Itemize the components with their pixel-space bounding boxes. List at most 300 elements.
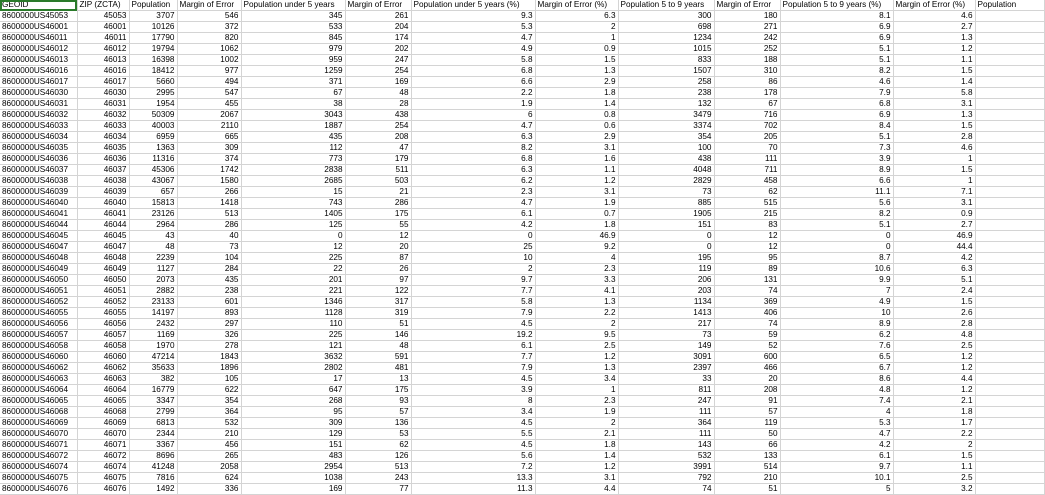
data-cell[interactable]: 1954: [129, 99, 177, 110]
data-cell[interactable]: [975, 429, 1044, 440]
geoid-cell[interactable]: 8600000US46065: [0, 396, 77, 407]
data-cell[interactable]: 1843: [177, 352, 241, 363]
data-cell[interactable]: 1.4: [893, 77, 975, 88]
data-cell[interactable]: 46049: [77, 264, 129, 275]
column-header-cell[interactable]: Population: [129, 0, 177, 11]
data-cell[interactable]: [975, 154, 1044, 165]
data-cell[interactable]: 247: [345, 55, 411, 66]
data-cell[interactable]: 122: [345, 286, 411, 297]
data-cell[interactable]: 46039: [77, 187, 129, 198]
data-cell[interactable]: [975, 77, 1044, 88]
data-cell[interactable]: 5.1: [780, 55, 893, 66]
data-cell[interactable]: 265: [177, 451, 241, 462]
geoid-cell[interactable]: 8600000US46068: [0, 407, 77, 418]
data-cell[interactable]: [975, 132, 1044, 143]
data-cell[interactable]: 242: [714, 33, 780, 44]
data-cell[interactable]: 46033: [77, 121, 129, 132]
data-cell[interactable]: 515: [714, 198, 780, 209]
data-cell[interactable]: 2073: [129, 275, 177, 286]
data-cell[interactable]: 3.1: [535, 473, 618, 484]
data-cell[interactable]: 1.2: [535, 176, 618, 187]
data-cell[interactable]: 46076: [77, 484, 129, 495]
data-cell[interactable]: 1.8: [535, 88, 618, 99]
data-cell[interactable]: 205: [714, 132, 780, 143]
data-cell[interactable]: 2799: [129, 407, 177, 418]
data-cell[interactable]: 247: [618, 396, 714, 407]
data-cell[interactable]: 47214: [129, 352, 177, 363]
data-cell[interactable]: 0.9: [893, 209, 975, 220]
data-cell[interactable]: [975, 440, 1044, 451]
data-cell[interactable]: 6.1: [780, 451, 893, 462]
data-cell[interactable]: 46001: [77, 22, 129, 33]
data-cell[interactable]: 48: [345, 88, 411, 99]
data-cell[interactable]: 7.7: [411, 352, 535, 363]
column-header-cell[interactable]: Margin of Error (%): [893, 0, 975, 11]
data-cell[interactable]: 514: [714, 462, 780, 473]
data-cell[interactable]: 21: [345, 187, 411, 198]
data-cell[interactable]: 2.5: [535, 341, 618, 352]
data-cell[interactable]: 62: [345, 440, 411, 451]
data-cell[interactable]: [975, 341, 1044, 352]
data-cell[interactable]: 33: [618, 374, 714, 385]
data-cell[interactable]: 310: [714, 66, 780, 77]
geoid-cell[interactable]: 8600000US46076: [0, 484, 77, 495]
data-cell[interactable]: 55: [345, 220, 411, 231]
data-cell[interactable]: 73: [618, 330, 714, 341]
data-cell[interactable]: 286: [177, 220, 241, 231]
data-cell[interactable]: 46063: [77, 374, 129, 385]
data-cell[interactable]: 4.6: [893, 11, 975, 22]
data-cell[interactable]: 50: [714, 429, 780, 440]
data-cell[interactable]: 46.9: [893, 231, 975, 242]
data-cell[interactable]: 297: [177, 319, 241, 330]
data-cell[interactable]: 46038: [77, 176, 129, 187]
data-cell[interactable]: 1.2: [535, 352, 618, 363]
data-cell[interactable]: 17790: [129, 33, 177, 44]
data-cell[interactable]: 8.1: [780, 11, 893, 22]
data-cell[interactable]: 46050: [77, 275, 129, 286]
data-cell[interactable]: 600: [714, 352, 780, 363]
data-cell[interactable]: 11.3: [411, 484, 535, 495]
data-cell[interactable]: 7.7: [411, 286, 535, 297]
data-cell[interactable]: 46072: [77, 451, 129, 462]
data-cell[interactable]: [975, 264, 1044, 275]
data-cell[interactable]: 67: [241, 88, 345, 99]
data-cell[interactable]: 48: [129, 242, 177, 253]
data-cell[interactable]: [975, 55, 1044, 66]
data-cell[interactable]: [975, 319, 1044, 330]
selected-header-cell[interactable]: GEOID: [0, 0, 77, 11]
data-cell[interactable]: 5.3: [411, 22, 535, 33]
data-cell[interactable]: 4.5: [411, 418, 535, 429]
geoid-cell[interactable]: 8600000US46057: [0, 330, 77, 341]
data-cell[interactable]: [975, 352, 1044, 363]
data-cell[interactable]: 129: [241, 429, 345, 440]
data-cell[interactable]: 151: [618, 220, 714, 231]
column-header-cell[interactable]: Margin of Error: [177, 0, 241, 11]
data-cell[interactable]: 2.7: [893, 22, 975, 33]
data-cell[interactable]: 95: [241, 407, 345, 418]
geoid-cell[interactable]: 8600000US46031: [0, 99, 77, 110]
data-cell[interactable]: 1.2: [535, 462, 618, 473]
data-cell[interactable]: 221: [241, 286, 345, 297]
geoid-cell[interactable]: 8600000US46055: [0, 308, 77, 319]
data-cell[interactable]: 3.1: [893, 198, 975, 209]
data-cell[interactable]: 121: [241, 341, 345, 352]
data-cell[interactable]: 8.4: [780, 121, 893, 132]
data-cell[interactable]: 7.1: [893, 187, 975, 198]
data-cell[interactable]: 8.9: [780, 319, 893, 330]
data-cell[interactable]: 716: [714, 110, 780, 121]
geoid-cell[interactable]: 8600000US46040: [0, 198, 77, 209]
data-cell[interactable]: 456: [177, 440, 241, 451]
geoid-cell[interactable]: 8600000US46038: [0, 176, 77, 187]
data-cell[interactable]: 3.9: [411, 385, 535, 396]
data-cell[interactable]: 6.5: [780, 352, 893, 363]
geoid-cell[interactable]: 8600000US46034: [0, 132, 77, 143]
data-cell[interactable]: 845: [241, 33, 345, 44]
data-cell[interactable]: 3.2: [893, 484, 975, 495]
data-cell[interactable]: 2.4: [893, 286, 975, 297]
data-cell[interactable]: 10.6: [780, 264, 893, 275]
column-header-cell[interactable]: Population 5 to 9 years: [618, 0, 714, 11]
data-cell[interactable]: 2685: [241, 176, 345, 187]
data-cell[interactable]: 126: [345, 451, 411, 462]
data-cell[interactable]: 8.2: [780, 66, 893, 77]
data-cell[interactable]: 51: [714, 484, 780, 495]
data-cell[interactable]: 1002: [177, 55, 241, 66]
data-cell[interactable]: 4.6: [893, 143, 975, 154]
data-cell[interactable]: 1.9: [535, 407, 618, 418]
data-cell[interactable]: 3.1: [893, 99, 975, 110]
data-cell[interactable]: 1418: [177, 198, 241, 209]
data-cell[interactable]: 1: [893, 154, 975, 165]
data-cell[interactable]: [975, 121, 1044, 132]
data-cell[interactable]: 354: [618, 132, 714, 143]
data-cell[interactable]: 4.1: [535, 286, 618, 297]
data-cell[interactable]: 66: [714, 440, 780, 451]
data-cell[interactable]: [975, 253, 1044, 264]
data-cell[interactable]: 1896: [177, 363, 241, 374]
data-cell[interactable]: 9.7: [780, 462, 893, 473]
data-cell[interactable]: 110: [241, 319, 345, 330]
data-cell[interactable]: 3.4: [535, 374, 618, 385]
data-cell[interactable]: 959: [241, 55, 345, 66]
data-cell[interactable]: 43067: [129, 176, 177, 187]
data-cell[interactable]: 1.9: [411, 99, 535, 110]
data-cell[interactable]: 1.2: [893, 385, 975, 396]
data-cell[interactable]: 1.1: [893, 55, 975, 66]
column-header-cell[interactable]: Margin of Error: [714, 0, 780, 11]
data-cell[interactable]: 1580: [177, 176, 241, 187]
data-cell[interactable]: 5.1: [780, 220, 893, 231]
data-cell[interactable]: 195: [618, 253, 714, 264]
data-cell[interactable]: 1.8: [535, 220, 618, 231]
data-cell[interactable]: 20: [714, 374, 780, 385]
data-cell[interactable]: 46032: [77, 110, 129, 121]
data-cell[interactable]: 5.6: [780, 198, 893, 209]
data-cell[interactable]: [975, 473, 1044, 484]
data-cell[interactable]: 309: [177, 143, 241, 154]
data-cell[interactable]: 73: [618, 187, 714, 198]
data-cell[interactable]: 188: [714, 55, 780, 66]
data-cell[interactable]: 266: [177, 187, 241, 198]
data-cell[interactable]: 208: [714, 385, 780, 396]
data-cell[interactable]: 225: [241, 330, 345, 341]
data-cell[interactable]: 62: [714, 187, 780, 198]
data-cell[interactable]: 3347: [129, 396, 177, 407]
data-cell[interactable]: 5.6: [411, 451, 535, 462]
data-cell[interactable]: 12: [241, 242, 345, 253]
data-cell[interactable]: 46060: [77, 352, 129, 363]
data-cell[interactable]: 14197: [129, 308, 177, 319]
data-cell[interactable]: 5: [780, 484, 893, 495]
data-cell[interactable]: 19.2: [411, 330, 535, 341]
data-cell[interactable]: 1: [535, 33, 618, 44]
data-cell[interactable]: 16398: [129, 55, 177, 66]
data-cell[interactable]: 23126: [129, 209, 177, 220]
data-cell[interactable]: 143: [618, 440, 714, 451]
data-cell[interactable]: 2397: [618, 363, 714, 374]
data-cell[interactable]: 6959: [129, 132, 177, 143]
data-cell[interactable]: 46040: [77, 198, 129, 209]
data-cell[interactable]: 25: [411, 242, 535, 253]
data-cell[interactable]: 105: [177, 374, 241, 385]
data-cell[interactable]: 326: [177, 330, 241, 341]
data-cell[interactable]: 4.6: [780, 77, 893, 88]
data-cell[interactable]: 5.1: [780, 132, 893, 143]
geoid-cell[interactable]: 8600000US46035: [0, 143, 77, 154]
data-cell[interactable]: 885: [618, 198, 714, 209]
data-cell[interactable]: 1: [893, 176, 975, 187]
data-cell[interactable]: 1.5: [535, 55, 618, 66]
data-cell[interactable]: 483: [241, 451, 345, 462]
geoid-cell[interactable]: 8600000US46062: [0, 363, 77, 374]
data-cell[interactable]: 2058: [177, 462, 241, 473]
data-cell[interactable]: 0: [618, 242, 714, 253]
data-cell[interactable]: 4.9: [411, 44, 535, 55]
data-cell[interactable]: [975, 231, 1044, 242]
data-cell[interactable]: 3.4: [411, 407, 535, 418]
geoid-cell[interactable]: 8600000US46033: [0, 121, 77, 132]
data-cell[interactable]: 1259: [241, 66, 345, 77]
data-cell[interactable]: 624: [177, 473, 241, 484]
data-cell[interactable]: 70: [714, 143, 780, 154]
data-cell[interactable]: 7.9: [411, 363, 535, 374]
data-cell[interactable]: 217: [618, 319, 714, 330]
data-cell[interactable]: 2110: [177, 121, 241, 132]
data-cell[interactable]: 4: [780, 407, 893, 418]
geoid-cell[interactable]: 8600000US46039: [0, 187, 77, 198]
data-cell[interactable]: 26: [345, 264, 411, 275]
data-cell[interactable]: 702: [714, 121, 780, 132]
data-cell[interactable]: 4.7: [411, 198, 535, 209]
data-cell[interactable]: 533: [241, 22, 345, 33]
data-cell[interactable]: 1363: [129, 143, 177, 154]
data-cell[interactable]: 336: [177, 484, 241, 495]
data-cell[interactable]: 2964: [129, 220, 177, 231]
data-cell[interactable]: 1234: [618, 33, 714, 44]
geoid-cell[interactable]: 8600000US46037: [0, 165, 77, 176]
data-cell[interactable]: 179: [345, 154, 411, 165]
data-cell[interactable]: 284: [177, 264, 241, 275]
geoid-cell[interactable]: 8600000US46030: [0, 88, 77, 99]
data-cell[interactable]: 7.2: [411, 462, 535, 473]
data-cell[interactable]: 0.6: [535, 121, 618, 132]
data-cell[interactable]: [975, 297, 1044, 308]
data-cell[interactable]: 773: [241, 154, 345, 165]
data-cell[interactable]: 6.9: [780, 110, 893, 121]
data-cell[interactable]: [975, 418, 1044, 429]
data-cell[interactable]: 46070: [77, 429, 129, 440]
data-cell[interactable]: 1507: [618, 66, 714, 77]
data-cell[interactable]: 46064: [77, 385, 129, 396]
data-cell[interactable]: 146: [345, 330, 411, 341]
data-cell[interactable]: 46058: [77, 341, 129, 352]
data-cell[interactable]: 5.3: [780, 418, 893, 429]
data-cell[interactable]: 2.3: [535, 396, 618, 407]
data-cell[interactable]: 5.1: [893, 275, 975, 286]
data-cell[interactable]: 46035: [77, 143, 129, 154]
data-cell[interactable]: 12: [345, 231, 411, 242]
data-cell[interactable]: 1.1: [535, 165, 618, 176]
data-cell[interactable]: 125: [241, 220, 345, 231]
data-cell[interactable]: 2.3: [411, 187, 535, 198]
data-cell[interactable]: 208: [345, 132, 411, 143]
data-cell[interactable]: 111: [618, 407, 714, 418]
data-cell[interactable]: 0.9: [535, 44, 618, 55]
data-cell[interactable]: 10126: [129, 22, 177, 33]
data-cell[interactable]: [975, 165, 1044, 176]
data-cell[interactable]: 3091: [618, 352, 714, 363]
data-cell[interactable]: 6.7: [780, 363, 893, 374]
data-cell[interactable]: 2: [893, 440, 975, 451]
data-cell[interactable]: 4.5: [411, 440, 535, 451]
data-cell[interactable]: 1127: [129, 264, 177, 275]
data-cell[interactable]: 119: [618, 264, 714, 275]
data-cell[interactable]: 93: [345, 396, 411, 407]
data-cell[interactable]: 4.2: [780, 440, 893, 451]
data-cell[interactable]: 374: [177, 154, 241, 165]
geoid-cell[interactable]: 8600000US46013: [0, 55, 77, 66]
data-cell[interactable]: 11316: [129, 154, 177, 165]
data-cell[interactable]: 2: [535, 319, 618, 330]
data-cell[interactable]: 6.8: [411, 154, 535, 165]
data-cell[interactable]: 77: [345, 484, 411, 495]
data-cell[interactable]: 111: [714, 154, 780, 165]
data-cell[interactable]: 46075: [77, 473, 129, 484]
geoid-cell[interactable]: 8600000US46051: [0, 286, 77, 297]
data-cell[interactable]: 46016: [77, 66, 129, 77]
data-cell[interactable]: 46045: [77, 231, 129, 242]
data-cell[interactable]: 7.4: [780, 396, 893, 407]
data-cell[interactable]: 711: [714, 165, 780, 176]
data-cell[interactable]: 2.9: [535, 77, 618, 88]
data-cell[interactable]: 438: [345, 110, 411, 121]
data-cell[interactable]: 6.3: [535, 11, 618, 22]
data-cell[interactable]: 225: [241, 253, 345, 264]
data-cell[interactable]: 811: [618, 385, 714, 396]
data-cell[interactable]: 503: [345, 176, 411, 187]
data-cell[interactable]: 46052: [77, 297, 129, 308]
data-cell[interactable]: 317: [345, 297, 411, 308]
geoid-cell[interactable]: 8600000US46017: [0, 77, 77, 88]
data-cell[interactable]: 17: [241, 374, 345, 385]
data-cell[interactable]: 46036: [77, 154, 129, 165]
data-cell[interactable]: 6.9: [780, 33, 893, 44]
data-cell[interactable]: 1.8: [893, 407, 975, 418]
data-cell[interactable]: 364: [618, 418, 714, 429]
data-cell[interactable]: 364: [177, 407, 241, 418]
geoid-cell[interactable]: 8600000US46016: [0, 66, 77, 77]
data-cell[interactable]: [975, 33, 1044, 44]
data-cell[interactable]: 238: [177, 286, 241, 297]
data-cell[interactable]: 15813: [129, 198, 177, 209]
data-cell[interactable]: 4.5: [411, 319, 535, 330]
data-cell[interactable]: 9.5: [535, 330, 618, 341]
data-cell[interactable]: 46041: [77, 209, 129, 220]
column-header-cell[interactable]: Margin of Error (%): [535, 0, 618, 11]
data-cell[interactable]: 2: [535, 418, 618, 429]
data-cell[interactable]: 89: [714, 264, 780, 275]
data-cell[interactable]: 91: [714, 396, 780, 407]
data-cell[interactable]: 206: [618, 275, 714, 286]
data-cell[interactable]: 1742: [177, 165, 241, 176]
data-cell[interactable]: 622: [177, 385, 241, 396]
data-cell[interactable]: 2802: [241, 363, 345, 374]
data-cell[interactable]: 74: [714, 319, 780, 330]
data-cell[interactable]: 1.5: [893, 121, 975, 132]
data-cell[interactable]: 23133: [129, 297, 177, 308]
data-cell[interactable]: 46037: [77, 165, 129, 176]
data-cell[interactable]: 18412: [129, 66, 177, 77]
data-cell[interactable]: 1.3: [893, 33, 975, 44]
data-cell[interactable]: 435: [241, 132, 345, 143]
data-cell[interactable]: 1887: [241, 121, 345, 132]
data-cell[interactable]: 1.5: [893, 451, 975, 462]
data-cell[interactable]: 104: [177, 253, 241, 264]
data-cell[interactable]: [975, 484, 1044, 495]
data-cell[interactable]: 466: [714, 363, 780, 374]
geoid-cell[interactable]: 8600000US46064: [0, 385, 77, 396]
data-cell[interactable]: 3479: [618, 110, 714, 121]
data-cell[interactable]: 7: [780, 286, 893, 297]
data-cell[interactable]: 46062: [77, 363, 129, 374]
data-cell[interactable]: 46065: [77, 396, 129, 407]
data-cell[interactable]: 2.2: [535, 308, 618, 319]
data-cell[interactable]: 0: [241, 231, 345, 242]
data-cell[interactable]: 372: [177, 22, 241, 33]
data-cell[interactable]: 12: [714, 231, 780, 242]
data-cell[interactable]: 9.7: [411, 275, 535, 286]
geoid-cell[interactable]: 8600000US46045: [0, 231, 77, 242]
data-cell[interactable]: 8.7: [780, 253, 893, 264]
data-cell[interactable]: 112: [241, 143, 345, 154]
column-header-cell[interactable]: Margin of Error: [345, 0, 411, 11]
data-cell[interactable]: 46013: [77, 55, 129, 66]
data-cell[interactable]: 1492: [129, 484, 177, 495]
data-cell[interactable]: 46031: [77, 99, 129, 110]
data-cell[interactable]: 2432: [129, 319, 177, 330]
geoid-cell[interactable]: 8600000US46044: [0, 220, 77, 231]
data-cell[interactable]: 6.1: [411, 209, 535, 220]
data-cell[interactable]: 0: [618, 231, 714, 242]
data-cell[interactable]: 57: [714, 407, 780, 418]
data-cell[interactable]: 252: [714, 44, 780, 55]
data-cell[interactable]: 2.7: [893, 220, 975, 231]
data-cell[interactable]: 2882: [129, 286, 177, 297]
data-cell[interactable]: 46044: [77, 220, 129, 231]
